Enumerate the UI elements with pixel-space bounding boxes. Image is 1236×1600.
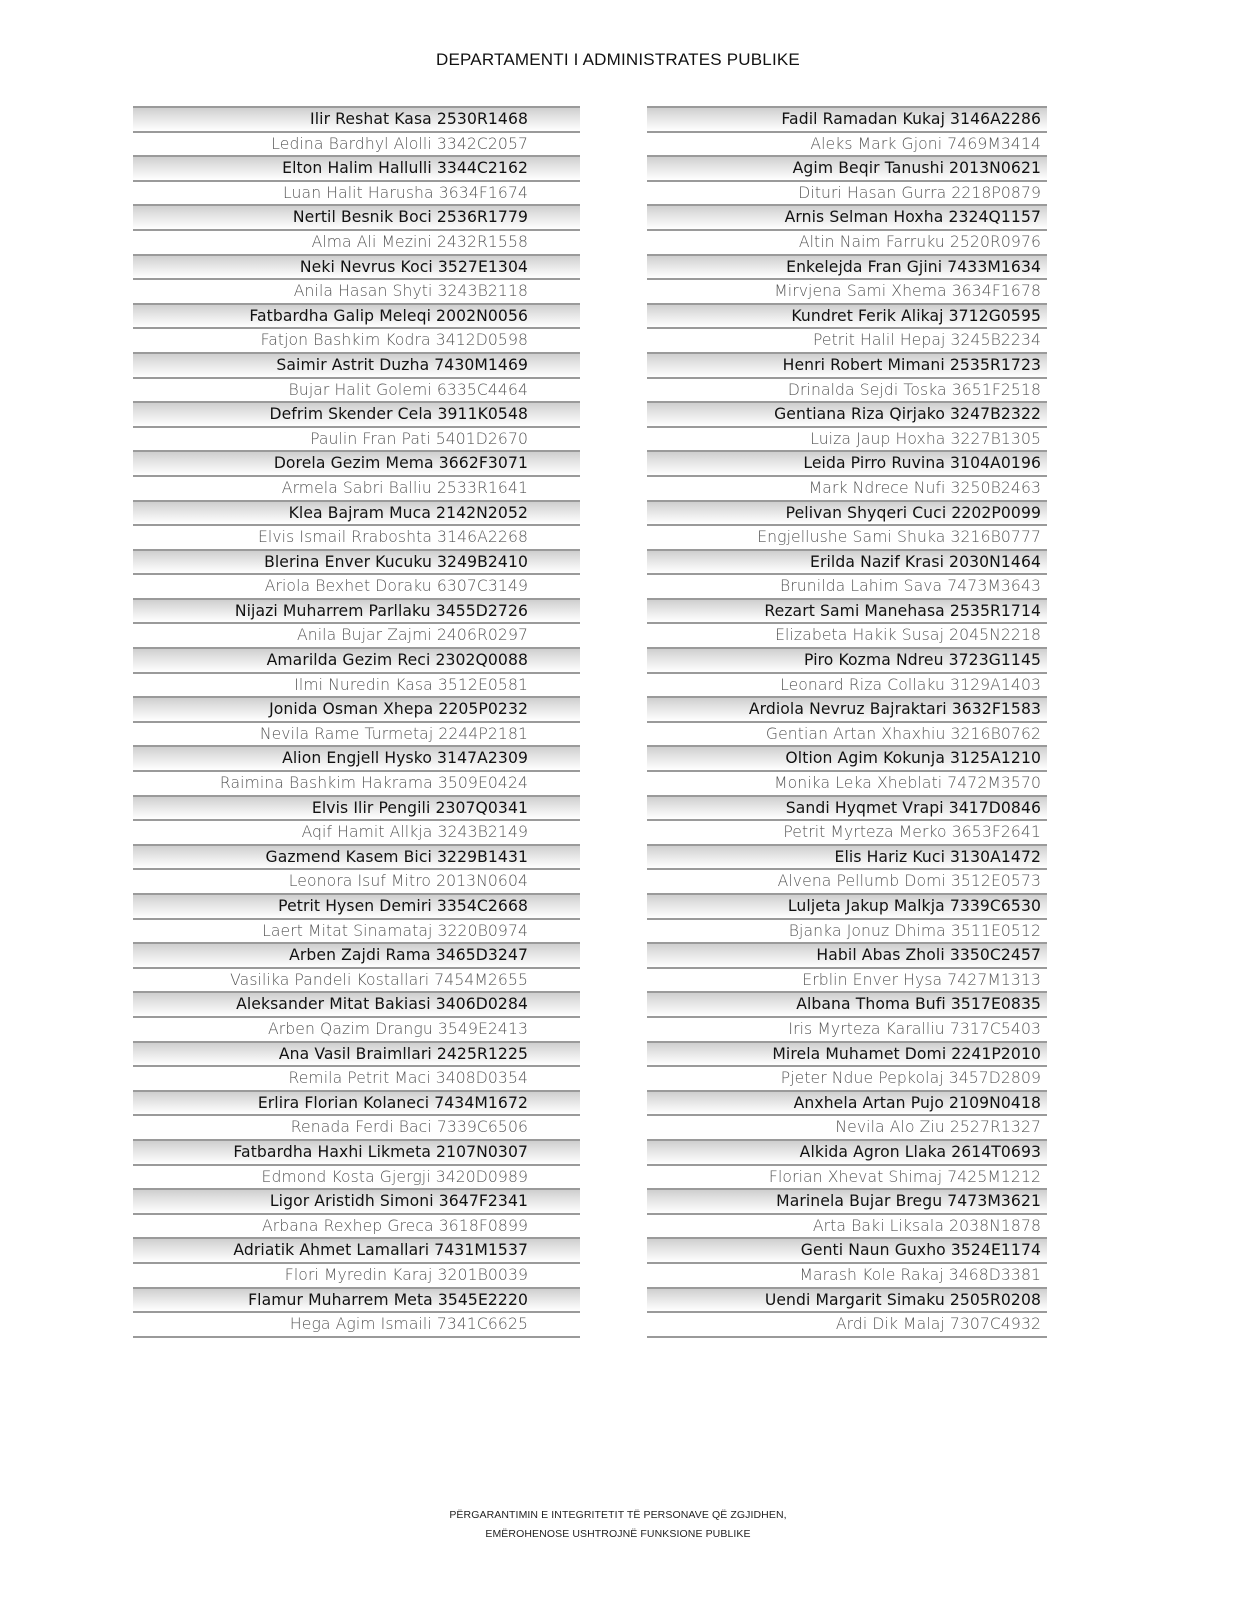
right-name-column [647,106,1047,1338]
list-item: Oltion Agim Kokunja 3125A1210 [647,745,1047,770]
list-item: Erblin Enver Hysa 7427M1313 [647,967,1047,992]
list-item: Drinalda Sejdi Toska 3651F2518 [647,377,1047,402]
list-item: Iris Myrteza Karalliu 7317C5403 [647,1016,1047,1041]
list-item: Elvis Ilir Pengili 2307Q0341 [133,795,580,820]
footer-line-1: PËRGARANTIMIN E INTEGRITETIT TË PERSONAVE QË ZGJIDHEN, [449,1509,787,1521]
list-item: Petrit Halil Hepaj 3245B2234 [647,327,1047,352]
list-item: Aleks Mark Gjoni 7469M3414 [647,131,1047,156]
list-item: Arnis Selman Hoxha 2324Q1157 [647,204,1047,229]
list-item: Henri Robert Mimani 2535R1723 [647,352,1047,377]
list-item: Kundret Ferik Alikaj 3712G0595 [647,303,1047,328]
list-item: Anila Bujar Zajmi 2406R0297 [133,622,580,647]
list-item: Paulin Fran Pati 5401D2670 [133,426,580,451]
list-item: Piro Kozma Ndreu 3723G1145 [647,647,1047,672]
list-item: Alkida Agron Llaka 2614T0693 [647,1139,1047,1164]
list-item: Elvis Ismail Rraboshta 3146A2268 [133,524,580,549]
list-item: Engjellushe Sami Shuka 3216B0777 [647,524,1047,549]
list-item: Leida Pirro Ruvina 3104A0196 [647,450,1047,475]
list-item: Erlira Florian Kolaneci 7434M1672 [133,1090,580,1115]
list-item: Gentiana Riza Qirjako 3247B2322 [647,401,1047,426]
list-item: Arta Baki Liksala 2038N1878 [647,1213,1047,1238]
list-item: Fatbardha Galip Meleqi 2002N0056 [133,303,580,328]
list-item: Luljeta Jakup Malkja 7339C6530 [647,893,1047,918]
list-item: Marinela Bujar Bregu 7473M3621 [647,1188,1047,1213]
list-item: Leonora Isuf Mitro 2013N0604 [133,868,580,893]
page-title: DEPARTAMENTI I ADMINISTRATES PUBLIKE [436,50,800,69]
list-item: Hega Agim Ismaili 7341C6625 [133,1311,580,1338]
list-item: Alion Engjell Hysko 3147A2309 [133,745,580,770]
list-item: Bjanka Jonuz Dhima 3511E0512 [647,918,1047,943]
list-item: Jonida Osman Xhepa 2205P0232 [133,696,580,721]
list-item: Pjeter Ndue Pepkolaj 3457D2809 [647,1065,1047,1090]
list-item: Ana Vasil Braimllari 2425R1225 [133,1041,580,1066]
list-item: Ilmi Nuredin Kasa 3512E0581 [133,672,580,697]
list-item: Albana Thoma Bufi 3517E0835 [647,991,1047,1016]
list-item: Nijazi Muharrem Parllaku 3455D2726 [133,598,580,623]
list-item: Petrit Myrteza Merko 3653F2641 [647,819,1047,844]
list-item: Aqif Hamit Allkja 3243B2149 [133,819,580,844]
list-item: Rezart Sami Manehasa 2535R1714 [647,598,1047,623]
list-item: Arbana Rexhep Greca 3618F0899 [133,1213,580,1238]
list-item: Genti Naun Guxho 3524E1174 [647,1237,1047,1262]
list-item: Adriatik Ahmet Lamallari 7431M1537 [133,1237,580,1262]
list-item: Elizabeta Hakik Susaj 2045N2218 [647,622,1047,647]
list-item: Habil Abas Zholi 3350C2457 [647,942,1047,967]
left-name-column [133,106,580,1338]
list-item: Neki Nevrus Koci 3527E1304 [133,254,580,279]
list-item: Luiza Jaup Hoxha 3227B1305 [647,426,1047,451]
footer-line-2: EMËROHENOSE USHTROJNË FUNKSIONE PUBLIKE [485,1528,751,1540]
list-item: Enkelejda Fran Gjini 7433M1634 [647,254,1047,279]
list-item: Anxhela Artan Pujo 2109N0418 [647,1090,1047,1115]
list-item: Laert Mitat Sinamataj 3220B0974 [133,918,580,943]
list-item: Agim Beqir Tanushi 2013N0621 [647,155,1047,180]
list-item: Erilda Nazif Krasi 2030N1464 [647,549,1047,574]
list-item: Amarilda Gezim Reci 2302Q0088 [133,647,580,672]
list-item: Remila Petrit Maci 3408D0354 [133,1065,580,1090]
list-item: Luan Halit Harusha 3634F1674 [133,180,580,205]
list-item: Anila Hasan Shyti 3243B2118 [133,278,580,303]
list-item: Elton Halim Hallulli 3344C2162 [133,155,580,180]
list-item: Alma Ali Mezini 2432R1558 [133,229,580,254]
list-item: Edmond Kosta Gjergji 3420D0989 [133,1164,580,1189]
list-item: Mirela Muhamet Domi 2241P2010 [647,1041,1047,1066]
list-item: Mark Ndrece Nufi 3250B2463 [647,475,1047,500]
list-item: Ariola Bexhet Doraku 6307C3149 [133,573,580,598]
list-item: Blerina Enver Kucuku 3249B2410 [133,549,580,574]
list-item: Klea Bajram Muca 2142N2052 [133,500,580,525]
list-item: Nevila Rame Turmetaj 2244P2181 [133,721,580,746]
list-item: Fadil Ramadan Kukaj 3146A2286 [647,106,1047,131]
list-item: Saimir Astrit Duzha 7430M1469 [133,352,580,377]
list-item: Elis Hariz Kuci 3130A1472 [647,844,1047,869]
list-item: Brunilda Lahim Sava 7473M3643 [647,573,1047,598]
list-item: Pelivan Shyqeri Cuci 2202P0099 [647,500,1047,525]
list-item: Defrim Skender Cela 3911K0548 [133,401,580,426]
list-item: Arben Qazim Drangu 3549E2413 [133,1016,580,1041]
list-item: Ardiola Nevruz Bajraktari 3632F1583 [647,696,1047,721]
list-item: Gentian Artan Xhaxhiu 3216B0762 [647,721,1047,746]
list-item: Renada Ferdi Baci 7339C6506 [133,1114,580,1139]
list-item: Bujar Halit Golemi 6335C4464 [133,377,580,402]
list-item: Dituri Hasan Gurra 2218P0879 [647,180,1047,205]
list-item: Vasilika Pandeli Kostallari 7454M2655 [133,967,580,992]
list-item: Fatjon Bashkim Kodra 3412D0598 [133,327,580,352]
list-item: Fatbardha Haxhi Likmeta 2107N0307 [133,1139,580,1164]
list-item: Petrit Hysen Demiri 3354C2668 [133,893,580,918]
list-item: Leonard Riza Collaku 3129A1403 [647,672,1047,697]
list-item: Raimina Bashkim Hakrama 3509E0424 [133,770,580,795]
list-item: Nertil Besnik Boci 2536R1779 [133,204,580,229]
list-item: Dorela Gezim Mema 3662F3071 [133,450,580,475]
list-item: Flori Myredin Karaj 3201B0039 [133,1262,580,1287]
list-item: Ardi Dik Malaj 7307C4932 [647,1311,1047,1338]
list-item: Ligor Aristidh Simoni 3647F2341 [133,1188,580,1213]
list-item: Aleksander Mitat Bakiasi 3406D0284 [133,991,580,1016]
list-item: Florian Xhevat Shimaj 7425M1212 [647,1164,1047,1189]
list-item: Uendi Margarit Simaku 2505R0208 [647,1287,1047,1312]
list-item: Marash Kole Rakaj 3468D3381 [647,1262,1047,1287]
list-item: Flamur Muharrem Meta 3545E2220 [133,1287,580,1312]
list-item: Altin Naim Farruku 2520R0976 [647,229,1047,254]
list-item: Gazmend Kasem Bici 3229B1431 [133,844,580,869]
list-item: Mirvjena Sami Xhema 3634F1678 [647,278,1047,303]
list-item: Arben Zajdi Rama 3465D3247 [133,942,580,967]
list-item: Monika Leka Xheblati 7472M3570 [647,770,1047,795]
list-item: Armela Sabri Balliu 2533R1641 [133,475,580,500]
list-item: Ledina Bardhyl Alolli 3342C2057 [133,131,580,156]
list-item: Ilir Reshat Kasa 2530R1468 [133,106,580,131]
list-item: Alvena Pellumb Domi 3512E0573 [647,868,1047,893]
list-item: Nevila Alo Ziu 2527R1327 [647,1114,1047,1139]
list-item: Sandi Hyqmet Vrapi 3417D0846 [647,795,1047,820]
